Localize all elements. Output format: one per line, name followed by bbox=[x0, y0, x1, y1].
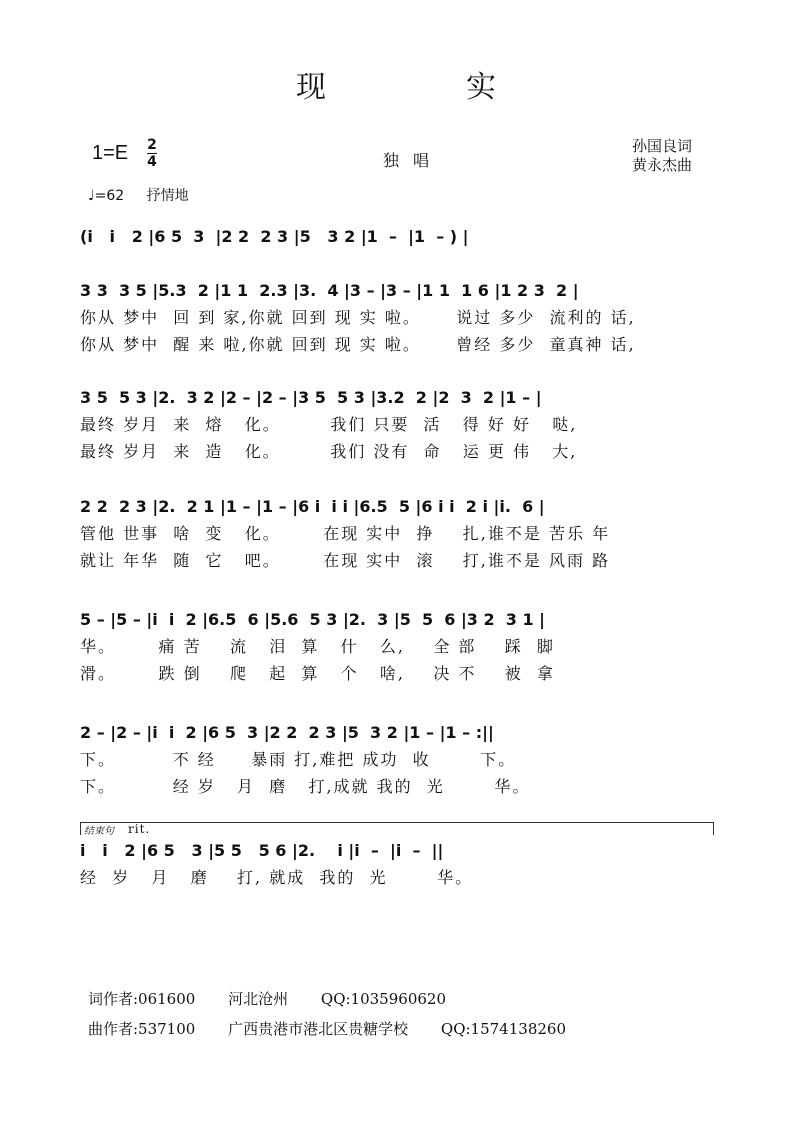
time-denominator: 4 bbox=[147, 154, 157, 170]
tempo-value: ♩=62 bbox=[88, 188, 125, 204]
key-label: 1=E bbox=[92, 142, 129, 164]
notation-line: i i 2 |6 5 3 |5 5 5 6 |2. i |i – |i – || bbox=[80, 841, 444, 860]
lyricist-location: 河北沧州 bbox=[228, 990, 289, 1008]
lyricist-info bbox=[88, 988, 474, 1009]
time-signature bbox=[147, 138, 157, 169]
ritardando-mark: rit. bbox=[128, 822, 151, 836]
lyric-line: 你从 梦中 回 到 家,你就 回到 现 实 啦。 说过 多少 流利的 话, bbox=[80, 308, 636, 327]
composer-credit: 黄永杰曲 bbox=[632, 156, 693, 174]
coda-bracket bbox=[80, 822, 714, 835]
lyricist-credit: 孙国良词 bbox=[632, 137, 693, 155]
lyric-line: 你从 梦中 醒 来 啦,你就 回到 现 实 啦。 曾经 多少 童真神 话, bbox=[80, 335, 636, 354]
composer-location: 广西贵港市港北区贵糖学校 bbox=[228, 1020, 409, 1038]
composer-postcode: 曲作者:537100 bbox=[88, 1020, 196, 1038]
notation-line: 3 3 3 5 |5.3 2 |1 1 2.3 |3. 4 |3 – |3 – |1 1 1 6 |1 2 3 2 | bbox=[80, 281, 579, 300]
notation-line: (i i 2 |6 5 3 |2 2 2 3 |5 3 2 |1 – |1 – ) | bbox=[80, 227, 469, 246]
composer-qq: QQ:1574138260 bbox=[440, 1020, 566, 1038]
lyric-line: 滑。 跌 倒 爬 起 算 个 啥, 决 不 被 拿 bbox=[80, 664, 555, 683]
song-title: 现实 bbox=[296, 70, 636, 105]
notation-line: 5 – |5 – |i i 2 |6.5 6 |5.6 5 3 |2. 3 |5 5 6 |3 2 3 1 | bbox=[80, 610, 546, 629]
lyricist-postcode: 词作者:061600 bbox=[88, 990, 196, 1008]
notation-line: 2 2 2 3 |2. 2 1 |1 – |1 – |6 i i i |6.5 5 |6 i i 2 i |i. 6 | bbox=[80, 497, 545, 516]
lyric-line: 最终 岁月 来 熔 化。 我们 只要 活 得 好 好 哒, bbox=[80, 415, 578, 434]
credits bbox=[632, 137, 692, 175]
mood-marking: 抒情地 bbox=[146, 188, 189, 204]
key-signature bbox=[92, 138, 157, 169]
performance-type: 独唱 bbox=[383, 151, 444, 170]
lyric-line: 就让 年华 随 它 吧。 在现 实中 滚 打,谁不是 风雨 路 bbox=[80, 551, 611, 570]
coda-label: 结束句 bbox=[84, 826, 114, 837]
notation-line: 3 5 5 3 |2. 3 2 |2 – |2 – |3 5 5 3 |3.2 2 |2 3 2 |1 – | bbox=[80, 388, 542, 407]
lyric-line: 下。 经 岁 月 磨 打,成就 我的 光 华。 bbox=[80, 777, 531, 796]
time-numerator: 2 bbox=[147, 137, 157, 153]
tempo-marking bbox=[88, 185, 189, 205]
lyric-line: 经 岁 月 磨 打, 就成 我的 光 华。 bbox=[80, 868, 474, 887]
lyric-line: 管他 世事 啥 变 化。 在现 实中 挣 扎,谁不是 苦乐 年 bbox=[80, 524, 611, 543]
notation-line: 2 – |2 – |i i 2 |6 5 3 |2 2 2 3 |5 3 2 |1 – |1 – :|| bbox=[80, 723, 494, 742]
lyric-line: 下。 不 经 暴雨 打,难把 成功 收 下。 bbox=[80, 750, 517, 769]
lyricist-qq: QQ:1035960620 bbox=[320, 990, 446, 1008]
lyric-line: 华。 痛 苦 流 泪 算 什 么, 全 部 踩 脚 bbox=[80, 637, 555, 656]
composer-info bbox=[88, 1018, 594, 1039]
lyric-line: 最终 岁月 来 造 化。 我们 没有 命 运 更 伟 大, bbox=[80, 442, 578, 461]
